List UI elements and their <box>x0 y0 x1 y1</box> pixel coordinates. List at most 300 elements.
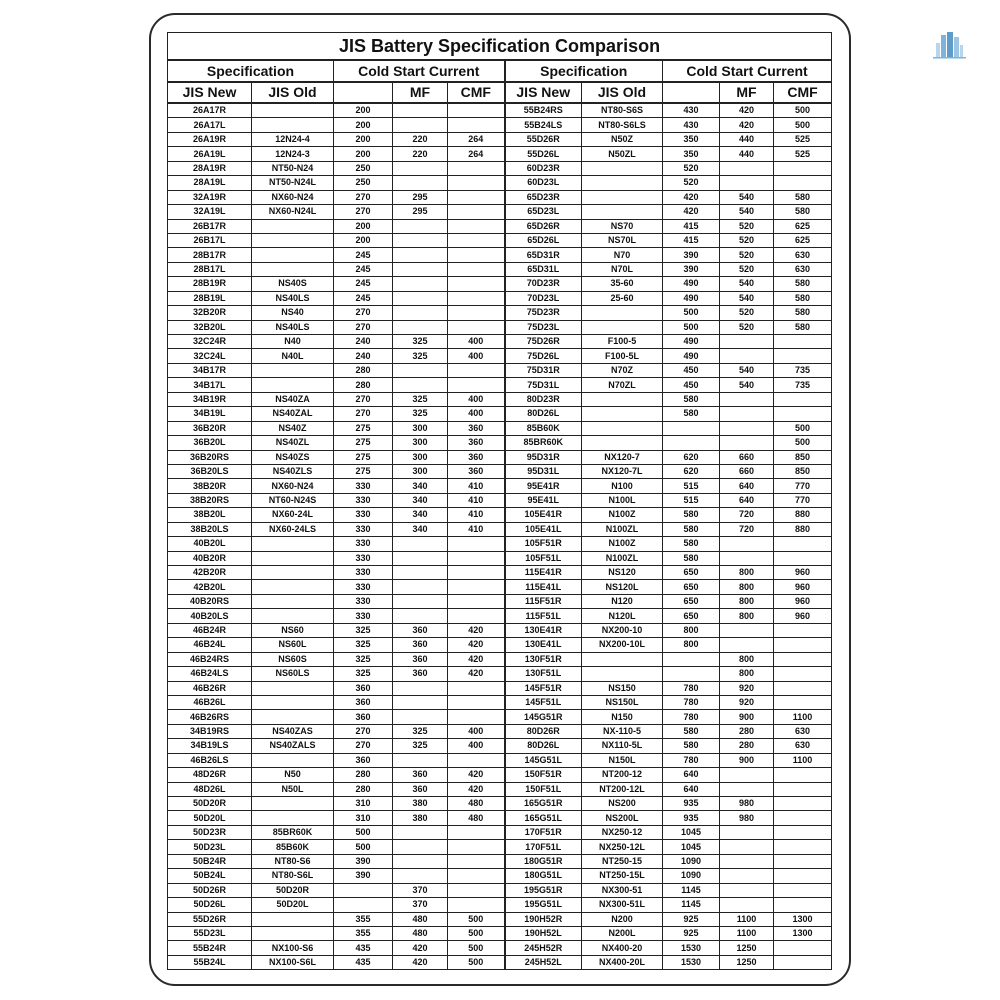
cmf-cell: 480 <box>448 797 505 811</box>
cca-cell: 935 <box>663 811 720 825</box>
table-row <box>168 479 832 493</box>
jis-new-cell: 180G51L <box>505 869 582 883</box>
jis-old-cell: N100 <box>582 479 663 493</box>
jis-new-cell: 95D31R <box>505 450 582 464</box>
cca-cell: 1530 <box>663 941 720 955</box>
jis-old-cell: NS70 <box>582 219 663 233</box>
cca-cell: 780 <box>663 695 720 709</box>
jis-old-cell: NS40LS <box>252 320 334 334</box>
cca-cell: 935 <box>663 797 720 811</box>
jis-old-cell <box>582 652 663 666</box>
jis-old-cell <box>252 378 334 392</box>
table-row <box>168 753 832 767</box>
mf-cell <box>720 869 774 883</box>
jis-new-cell: 145F51L <box>505 695 582 709</box>
table-row <box>168 652 832 666</box>
cmf-cell: 400 <box>448 392 505 406</box>
jis-old-cell: 25-60 <box>582 291 663 305</box>
mf-cell <box>393 681 448 695</box>
table-row <box>168 132 832 146</box>
jis-new-cell: 95D31L <box>505 464 582 478</box>
jis-new-cell: 42B20L <box>168 580 252 594</box>
cca-cell: 200 <box>334 147 393 161</box>
cmf-cell: 735 <box>774 363 832 377</box>
mf-cell <box>720 407 774 421</box>
jis-new-cell: 50D20L <box>168 811 252 825</box>
jis-old-cell: NS60L <box>252 638 334 652</box>
jis-old-cell: N120L <box>582 609 663 623</box>
jis-old-cell <box>582 320 663 334</box>
mf-cell: 300 <box>393 436 448 450</box>
cmf-cell: 580 <box>774 291 832 305</box>
jis-old-cell: NX400-20L <box>582 955 663 969</box>
table-row <box>168 797 832 811</box>
mf-cell: 370 <box>393 883 448 897</box>
table-row <box>168 262 832 276</box>
cmf-cell <box>448 537 505 551</box>
jis-old-cell <box>582 190 663 204</box>
cmf-cell <box>448 594 505 608</box>
cca-cell: 580 <box>663 537 720 551</box>
table-row <box>168 840 832 854</box>
jis-new-header-right: JIS New <box>505 82 582 103</box>
mf-cell: 800 <box>720 594 774 608</box>
jis-old-cell <box>252 262 334 276</box>
jis-old-cell: 12N24-3 <box>252 147 334 161</box>
cmf-cell: 630 <box>774 739 832 753</box>
cmf-cell <box>774 537 832 551</box>
cmf-cell <box>448 103 505 118</box>
jis-old-cell <box>252 695 334 709</box>
jis-new-cell: 80D26L <box>505 739 582 753</box>
mf-cell: 325 <box>393 335 448 349</box>
jis-old-cell: NX120-7L <box>582 464 663 478</box>
jis-new-cell: 75D26L <box>505 349 582 363</box>
cmf-cell: 400 <box>448 407 505 421</box>
jis-new-cell: 190H52R <box>505 912 582 926</box>
cca-cell <box>663 652 720 666</box>
cmf-cell: 360 <box>448 421 505 435</box>
jis-old-cell: NT250-15L <box>582 869 663 883</box>
cca-cell <box>663 667 720 681</box>
jis-old-cell: NX60-24LS <box>252 522 334 536</box>
cmf-cell <box>774 811 832 825</box>
table-body <box>168 103 832 970</box>
jis-old-cell <box>582 392 663 406</box>
jis-new-cell: 150F51R <box>505 768 582 782</box>
jis-old-cell: NS60 <box>252 623 334 637</box>
cmf-cell <box>774 161 832 175</box>
cca-cell <box>334 883 393 897</box>
jis-new-cell: 105F51L <box>505 551 582 565</box>
jis-new-cell: 55B24L <box>168 955 252 969</box>
cca-cell: 780 <box>663 710 720 724</box>
jis-new-cell: 55B24LS <box>505 118 582 132</box>
mf-cell: 800 <box>720 667 774 681</box>
mf-cell: 300 <box>393 464 448 478</box>
jis-new-cell: 105E41L <box>505 522 582 536</box>
jis-new-cell: 28A19L <box>168 176 252 190</box>
jis-old-cell: NS150L <box>582 695 663 709</box>
jis-old-cell: NX250-12L <box>582 840 663 854</box>
cca-cell: 330 <box>334 508 393 522</box>
jis-old-cell: NS120L <box>582 580 663 594</box>
mf-cell: 360 <box>393 623 448 637</box>
cmf-cell: 420 <box>448 768 505 782</box>
jis-new-cell: 28B19R <box>168 277 252 291</box>
jis-old-cell <box>252 551 334 565</box>
cca-cell <box>663 421 720 435</box>
mf-cell: 220 <box>393 132 448 146</box>
jis-old-cell: NT80-S6S <box>582 103 663 118</box>
jis-new-cell: 38B20L <box>168 508 252 522</box>
cmf-cell: 625 <box>774 219 832 233</box>
cca-cell: 360 <box>334 753 393 767</box>
mf-cell: 540 <box>720 277 774 291</box>
jis-new-cell: 85B60K <box>505 421 582 435</box>
cca-cell: 580 <box>663 522 720 536</box>
mf-cell: 295 <box>393 205 448 219</box>
jis-new-cell: 105F51R <box>505 537 582 551</box>
cmf-cell: 880 <box>774 522 832 536</box>
jis-old-cell <box>252 248 334 262</box>
jis-old-cell: NX100-S6L <box>252 955 334 969</box>
cca-cell: 515 <box>663 479 720 493</box>
mf-cell <box>393 753 448 767</box>
mf-cell: 325 <box>393 724 448 738</box>
cca-cell: 240 <box>334 349 393 363</box>
jis-new-cell: 145F51R <box>505 681 582 695</box>
cca-cell: 200 <box>334 233 393 247</box>
jis-old-cell <box>582 306 663 320</box>
jis-old-cell: NS40ZLS <box>252 464 334 478</box>
cca-cell: 275 <box>334 464 393 478</box>
cca-cell: 330 <box>334 551 393 565</box>
cca-cell: 280 <box>334 768 393 782</box>
jis-new-cell: 28B17R <box>168 248 252 262</box>
mf-cell <box>393 277 448 291</box>
cmf-cell <box>774 681 832 695</box>
mf-cell: 340 <box>393 493 448 507</box>
table-row <box>168 103 832 118</box>
cca-cell: 500 <box>663 306 720 320</box>
jis-new-cell: 130F51L <box>505 667 582 681</box>
cca-cell: 275 <box>334 421 393 435</box>
jis-new-cell: 26B17R <box>168 219 252 233</box>
cca-cell: 310 <box>334 811 393 825</box>
jis-new-cell: 55D26L <box>505 147 582 161</box>
cca-cell: 490 <box>663 291 720 305</box>
jis-new-cell: 50D20R <box>168 797 252 811</box>
mf-cell <box>393 580 448 594</box>
table-row <box>168 623 832 637</box>
mf-cell: 325 <box>393 392 448 406</box>
page-title: JIS Battery Specification Comparison <box>168 33 832 61</box>
mf-cell: 295 <box>393 190 448 204</box>
cmf-cell <box>774 797 832 811</box>
cca-cell: 280 <box>334 782 393 796</box>
jis-new-cell: 70D23L <box>505 291 582 305</box>
cca-cell: 200 <box>334 103 393 118</box>
cca-cell: 580 <box>663 508 720 522</box>
cca-cell: 1090 <box>663 869 720 883</box>
cmf-cell: 264 <box>448 147 505 161</box>
cmf-cell: 630 <box>774 262 832 276</box>
cmf-cell <box>774 898 832 912</box>
jis-old-cell: N70 <box>582 248 663 262</box>
jis-new-cell: 60D23R <box>505 161 582 175</box>
jis-new-cell: 95E41R <box>505 479 582 493</box>
cmf-cell: 480 <box>448 811 505 825</box>
mf-cell <box>720 436 774 450</box>
jis-new-cell: 75D23L <box>505 320 582 334</box>
mf-cell <box>393 118 448 132</box>
cca-cell: 330 <box>334 493 393 507</box>
jis-new-cell: 32C24R <box>168 335 252 349</box>
cca-cell: 580 <box>663 739 720 753</box>
jis-old-cell: 85B60K <box>252 840 334 854</box>
mf-cell <box>720 537 774 551</box>
mf-cell: 325 <box>393 739 448 753</box>
cca-cell: 390 <box>663 248 720 262</box>
jis-old-cell <box>582 161 663 175</box>
table-row <box>168 638 832 652</box>
jis-old-cell: NX200-10 <box>582 623 663 637</box>
table-row <box>168 782 832 796</box>
cca-cell: 270 <box>334 739 393 753</box>
jis-old-header-left: JIS Old <box>252 82 334 103</box>
cmf-cell: 420 <box>448 782 505 796</box>
jis-old-cell: NX110-5L <box>582 739 663 753</box>
jis-old-cell: N100ZL <box>582 551 663 565</box>
jis-new-cell: 50D26L <box>168 898 252 912</box>
jis-old-cell: 35-60 <box>582 277 663 291</box>
jis-new-cell: 60D23L <box>505 176 582 190</box>
mf-cell: 720 <box>720 522 774 536</box>
table-row <box>168 392 832 406</box>
jis-old-cell: NX60-N24 <box>252 190 334 204</box>
jis-old-cell: N120 <box>582 594 663 608</box>
cmf-cell <box>774 623 832 637</box>
table-row <box>168 551 832 565</box>
table-row <box>168 681 832 695</box>
mf-cell: 360 <box>393 638 448 652</box>
jis-old-cell: N40 <box>252 335 334 349</box>
mf-cell: 660 <box>720 464 774 478</box>
jis-new-cell: 195G51L <box>505 898 582 912</box>
jis-new-cell: 190H52L <box>505 926 582 940</box>
mf-cell: 540 <box>720 378 774 392</box>
cca-cell: 415 <box>663 219 720 233</box>
mf-cell <box>393 248 448 262</box>
jis-new-cell: 65D23L <box>505 205 582 219</box>
cmf-cell <box>774 869 832 883</box>
cmf-cell <box>448 378 505 392</box>
cmf-cell <box>448 883 505 897</box>
jis-old-cell: NT80-S6L <box>252 869 334 883</box>
jis-old-cell: NS40ZL <box>252 436 334 450</box>
column-header-row <box>168 82 832 103</box>
cmf-cell: 500 <box>774 118 832 132</box>
cmf-cell: 625 <box>774 233 832 247</box>
jis-new-cell: 34B19RS <box>168 724 252 738</box>
cca-cell: 330 <box>334 609 393 623</box>
mf-cell <box>393 306 448 320</box>
jis-old-cell: NX-110-5 <box>582 724 663 738</box>
mf-cell: 480 <box>393 926 448 940</box>
jis-old-cell: NT80-S6LS <box>582 118 663 132</box>
cmf-cell <box>774 782 832 796</box>
cca-cell: 500 <box>334 840 393 854</box>
cca-cell: 420 <box>663 190 720 204</box>
cca-cell: 620 <box>663 464 720 478</box>
cca-cell: 490 <box>663 349 720 363</box>
cmf-cell <box>448 840 505 854</box>
jis-old-cell <box>252 219 334 233</box>
jis-new-cell: 46B26R <box>168 681 252 695</box>
mf-cell: 280 <box>720 724 774 738</box>
cca-cell: 325 <box>334 652 393 666</box>
jis-new-cell: 40B20RS <box>168 594 252 608</box>
jis-new-cell: 115F51L <box>505 609 582 623</box>
jis-new-cell: 170F51R <box>505 825 582 839</box>
cold-start-header-left: Cold Start Current <box>334 60 505 82</box>
jis-old-cell: NX300-51L <box>582 898 663 912</box>
jis-old-cell: NX250-12 <box>582 825 663 839</box>
mf-cell <box>393 320 448 334</box>
cmf-cell <box>448 710 505 724</box>
cmf-cell: 410 <box>448 508 505 522</box>
cmf-cell <box>448 609 505 623</box>
jis-new-cell: 80D26L <box>505 407 582 421</box>
cca-cell: 1145 <box>663 883 720 897</box>
cca-cell: 350 <box>663 132 720 146</box>
cca-cell: 200 <box>334 118 393 132</box>
mf-cell <box>720 768 774 782</box>
specification-header-right: Specification <box>505 60 663 82</box>
cca-cell: 270 <box>334 205 393 219</box>
jis-old-cell: N50 <box>252 768 334 782</box>
cmf-cell <box>448 176 505 190</box>
cmf-header-right: CMF <box>774 82 832 103</box>
mf-cell <box>720 349 774 363</box>
jis-new-cell: 32B20L <box>168 320 252 334</box>
cca-cell: 360 <box>334 710 393 724</box>
mf-cell: 300 <box>393 421 448 435</box>
mf-cell: 420 <box>393 941 448 955</box>
jis-new-cell: 50D26R <box>168 883 252 897</box>
jis-new-cell: 26A17R <box>168 103 252 118</box>
jis-new-cell: 32A19R <box>168 190 252 204</box>
jis-new-cell: 50B24L <box>168 869 252 883</box>
mf-cell: 640 <box>720 493 774 507</box>
cmf-cell: 360 <box>448 436 505 450</box>
cmf-cell: 360 <box>448 450 505 464</box>
jis-new-cell: 34B19R <box>168 392 252 406</box>
mf-cell <box>393 537 448 551</box>
cca-cell: 925 <box>663 912 720 926</box>
jis-new-cell: 180G51R <box>505 854 582 868</box>
cmf-cell <box>448 161 505 175</box>
jis-old-cell: NX60-N24 <box>252 479 334 493</box>
table-row <box>168 941 832 955</box>
jis-new-cell: 32B20R <box>168 306 252 320</box>
mf-cell: 520 <box>720 233 774 247</box>
cmf-cell <box>448 248 505 262</box>
cmf-cell <box>774 392 832 406</box>
jis-new-cell: 36B20R <box>168 421 252 435</box>
table-row <box>168 277 832 291</box>
mf-cell <box>720 176 774 190</box>
jis-new-cell: 95E41L <box>505 493 582 507</box>
mf-cell <box>720 854 774 868</box>
mf-cell: 1100 <box>720 926 774 940</box>
jis-old-cell <box>582 407 663 421</box>
cmf-cell: 500 <box>448 941 505 955</box>
jis-old-cell: NX200-10L <box>582 638 663 652</box>
cmf-cell <box>774 955 832 969</box>
cmf-cell <box>774 335 832 349</box>
cca-cell: 325 <box>334 623 393 637</box>
jis-old-cell: NS150 <box>582 681 663 695</box>
mf-cell: 900 <box>720 710 774 724</box>
jis-old-cell: N100Z <box>582 508 663 522</box>
mf-cell: 420 <box>720 118 774 132</box>
mf-cell <box>393 840 448 854</box>
jis-new-cell: 48D26L <box>168 782 252 796</box>
mf-cell: 640 <box>720 479 774 493</box>
cmf-cell <box>448 854 505 868</box>
cca-cell: 330 <box>334 594 393 608</box>
jis-new-cell: 38B20RS <box>168 493 252 507</box>
cca-header-right <box>663 82 720 103</box>
cca-cell: 430 <box>663 103 720 118</box>
mf-cell: 370 <box>393 898 448 912</box>
jis-new-cell: 34B19LS <box>168 739 252 753</box>
cmf-cell: 735 <box>774 378 832 392</box>
cca-cell: 650 <box>663 580 720 594</box>
cca-cell: 925 <box>663 926 720 940</box>
jis-old-cell <box>252 926 334 940</box>
cmf-cell: 580 <box>774 306 832 320</box>
mf-cell: 800 <box>720 652 774 666</box>
cca-cell: 330 <box>334 522 393 536</box>
cmf-cell <box>774 349 832 363</box>
cca-cell: 270 <box>334 306 393 320</box>
jis-old-cell: N150L <box>582 753 663 767</box>
cmf-cell: 525 <box>774 147 832 161</box>
table-row <box>168 205 832 219</box>
jis-old-cell: N40L <box>252 349 334 363</box>
cca-cell: 275 <box>334 450 393 464</box>
cmf-cell: 500 <box>774 436 832 450</box>
cca-header-left <box>334 82 393 103</box>
mf-cell: 520 <box>720 306 774 320</box>
jis-old-cell: NX300-51 <box>582 883 663 897</box>
mf-cell: 540 <box>720 190 774 204</box>
jis-old-cell: N50Z <box>582 132 663 146</box>
cca-cell: 1045 <box>663 825 720 839</box>
cmf-cell: 960 <box>774 594 832 608</box>
jis-old-cell <box>252 609 334 623</box>
mf-cell: 340 <box>393 508 448 522</box>
cmf-cell <box>448 695 505 709</box>
jis-old-cell: N200 <box>582 912 663 926</box>
table-row <box>168 883 832 897</box>
jis-new-cell: 145G51L <box>505 753 582 767</box>
cmf-cell: 850 <box>774 450 832 464</box>
jis-new-cell: 115E41R <box>505 566 582 580</box>
